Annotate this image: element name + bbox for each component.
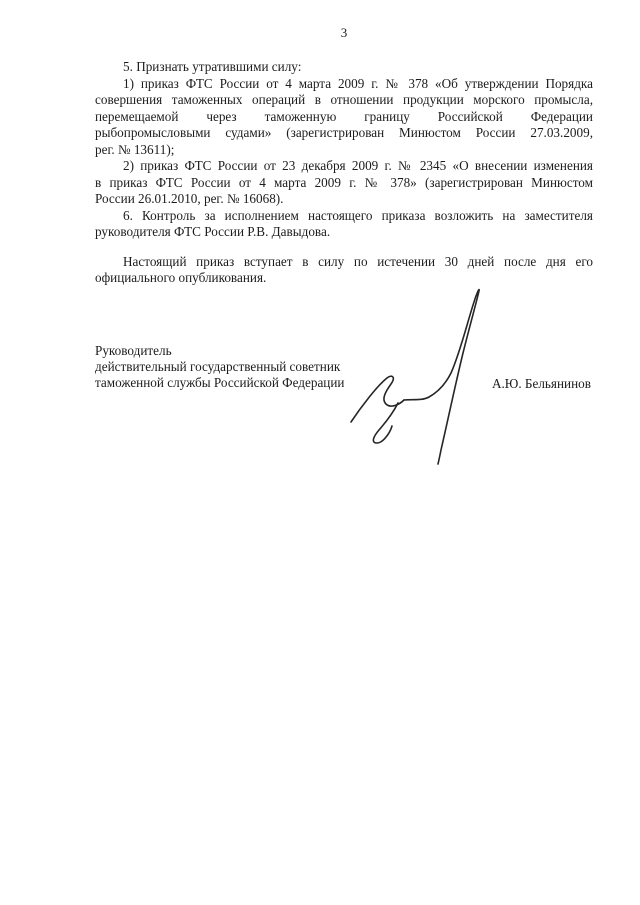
signer-title-line: действительный государственный советник	[95, 359, 341, 374]
signer-name: А.Ю. Бельянинов	[491, 376, 591, 391]
text-line: перемещаемой через таможенную границу Российской Федерации	[95, 108, 593, 124]
text-line: Настоящий приказ вступает в силу по истечении 30 дней после дня его	[123, 253, 593, 269]
text-line: рег. № 13611);	[95, 141, 175, 157]
text-line: 2) приказ ФТС России от 23 декабря 2009 г. № 2345 «О внесении изменения	[123, 158, 593, 173]
signature-scrawl	[340, 280, 490, 472]
text-line: 1) приказ ФТС России от 4 марта 2009 г. № 378 «Об утверждении Порядка	[123, 75, 593, 91]
text-line: 5. Признать утратившими силу:	[123, 59, 302, 74]
document-body	[95, 59, 593, 287]
signer-title-line: таможенной службы Российской Федерации	[95, 375, 345, 390]
text-line: 6. Контроль за исполнением настоящего приказа возложить на заместителя	[123, 207, 593, 223]
text-line: в приказ ФТС России от 4 марта 2009 г. № 378» (зарегистрирован Минюстом	[95, 174, 593, 190]
signer-title-line: Руководитель	[95, 343, 172, 358]
text-line: официального опубликования.	[95, 270, 267, 285]
text-line: рыбопромысловыми судами» (зарегистрирован Минюстом России 27.03.2009,	[95, 125, 593, 140]
page-number: 3	[340, 25, 348, 40]
text-line: руководителя ФТС России Р.В. Давыдова.	[95, 224, 331, 239]
text-line: России 26.01.2010, рег. № 16068).	[95, 191, 284, 206]
text-line: совершения таможенных операций в отношении продукции морского промысла,	[95, 92, 593, 107]
